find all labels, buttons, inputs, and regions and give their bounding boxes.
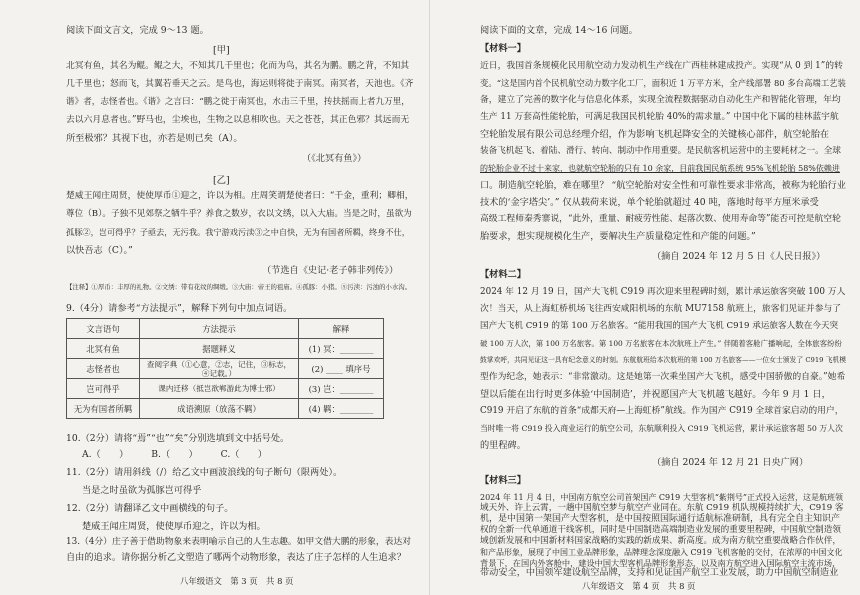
passage-jia-source: （《北冥有鱼》） bbox=[302, 153, 367, 164]
passage-jia-line: 几千里也；怒而飞，其翼若垂天之云。是鸟也，海运则将徙于南冥。南冥者，天池也。《齐 bbox=[66, 79, 414, 89]
material-1-line: 口。制造航空轮胎，难在哪里？ “航空轮胎对安全性和可靠性要求非常高，被称为轮胎行业 bbox=[480, 180, 846, 191]
passage-jia-line: 谐》者，志怪者也。《谐》之言曰：“鹏之徙于南冥也，水击三千里，抟扶摇而上者九万里， bbox=[66, 97, 410, 107]
table-header-cell: 方法提示 bbox=[140, 319, 299, 339]
answer-cell[interactable]: (4) 羁：________ bbox=[299, 399, 384, 419]
material-2-line: 当时唯一将 C919 投入商业运行的航空公司，东航顺利投入 C919 飞机运营，累计承运旅客超 50 万人次 bbox=[480, 424, 843, 433]
material-2-line: 国产大飞机 C919 的第 100 万名旅客。“能用我国的国产大飞机 C919 承运旅客人数在今天突 bbox=[480, 321, 839, 331]
passage-jia-line: 所至极邪？其视下也，亦若是则已矣（A）。 bbox=[66, 133, 243, 144]
material-2-line: 鼓掌欢呼，共同见证这一具有纪念意义的时刻。东航航班给本次航班的第 100 万名旅客——一位女士颁发了 C919 飞机模 bbox=[480, 356, 847, 364]
material-1-line: 高级工程师秦秀寨说，“此外，重量、耐疲劳性能、起落次数、使用寿命等”能否可控是航空轮 bbox=[480, 214, 841, 224]
passage-yi-title: [乙] bbox=[213, 175, 230, 186]
material-1-line: 胎要求，想实现规模化生产，要解决生产质量稳定性和产能的问题。” bbox=[480, 231, 756, 242]
page-4 bbox=[430, 0, 860, 595]
material-2-line: 破 100 万人次，第 100 万名旅客。第 100 万名旅客在本次航班上产生。” 伴随着客舱广播响起，全体旅客纷纷 bbox=[480, 339, 842, 348]
table-header-cell: 文言语句 bbox=[67, 319, 140, 339]
passage-jia-title: [甲] bbox=[213, 45, 230, 56]
table-row bbox=[67, 379, 384, 399]
passage-yi-line: 孤豚②，岂可得乎？子亟去，无污我。我宁游戏污渎③之中自快，无为有国者所羁，终身不仕， bbox=[66, 227, 410, 237]
material-2-line: 的里程碑。 bbox=[480, 440, 526, 451]
material-1-source: （摘自 2024 年 12 月 5 日《人民日报》） bbox=[652, 251, 826, 262]
notes: 【注释】①厚币：丰厚的礼物。②文绣：带有花纹的绸缎。③大庙：帝王的祖庙。④孤豚：小猪。⑤污渎：污浊的小水沟。 bbox=[66, 283, 412, 291]
material-1-line: 近日，我国首条规模化民用航空动力发动机生产线在广西桂林建成投产。实现“从 0 到 1”的转 bbox=[480, 61, 843, 71]
material-3-line: 机，是中国第一架国产大型客机，是中国按照国际通行适航标准研制，具有完全自主知识产 bbox=[480, 514, 841, 524]
question-12: 12.（2分）请翻译乙文中画横线的句子。 bbox=[66, 503, 234, 514]
material-1-line: 的轮胎企业不过十来家，也就航空轮胎的只有 10 余家，目前我国民航系统 95%飞机轮胎 58%依赖进 bbox=[480, 164, 840, 173]
answer-cell[interactable]: (1) 冥：________ bbox=[299, 339, 384, 359]
table-row bbox=[67, 339, 384, 359]
question-10-options: A.（ ） B.（ ） C.（ ） bbox=[82, 449, 268, 460]
material-3-line: 权的全新一代单通道干线客机，同时是中国制造高端制造业发展的重要里程碑，中国航空制造领 bbox=[480, 525, 841, 535]
table-header-row bbox=[67, 319, 384, 339]
table-header-cell: 解释 bbox=[299, 319, 384, 339]
material-2-title: 【材料二】 bbox=[480, 269, 526, 280]
material-3-line: 背景下，在国内外客舱中，建设中国大型客机品牌形象形态，以及南方航空进入国际航空主流市场， bbox=[480, 558, 841, 568]
material-1-line: 装备飞机起飞、着陆、滑行、转向、制动中作用重要。是民航客机运营中的主要耗材之一。全球 bbox=[480, 146, 841, 156]
answer-cell[interactable]: (3) 岂：________ bbox=[299, 379, 384, 399]
page-footer: 八年级语文 第 4 页 共 8 页 bbox=[582, 581, 696, 591]
material-1-line: 备，建立了完善的数字化与信息化体系，实现全流程数据驱动自动化生产和智能化管理，年均 bbox=[480, 95, 841, 105]
material-2-line: 2024 年 12 月 19 日，国产大飞机 C919 再次迎来里程碑时刻，累计承运旅客突破 100 万人 bbox=[480, 287, 846, 297]
table-cell: 无为有国者所羁 bbox=[67, 399, 140, 419]
answer-cell[interactable]: (2) ____ 填序号 bbox=[299, 359, 384, 379]
passage-jia-line: 北冥有鱼，其名为鲲。鲲之大，不知其几千里也；化而为鸟，其名为鹏。鹏之背，不知其 bbox=[66, 61, 410, 71]
question-11-text: 当是之时虽欲为孤豚岂可得乎 bbox=[82, 485, 202, 496]
passage-yi-source: （节选自《史记·老子韩非列传》） bbox=[262, 265, 399, 276]
material-1-line: 变。“这是国内首个民机航空动力数字化工厂，面积近 1 万平方米，全产线部署 80 多台高端工艺装 bbox=[480, 78, 846, 88]
material-1-line: 空轮胎发展有限公司总经理介绍，作为影响飞机起降安全的关键核心部件，航空轮胎在 bbox=[480, 129, 830, 140]
question-11: 11.（2分）请用斜线（/）给乙文中画波浪线的句子断句（限两处）。 bbox=[66, 467, 343, 478]
material-3-line: 域天外、许上云霄，一趟中国航空梦与航空产业同在。东航 C919 机队规模持续扩大，C919 客 bbox=[480, 503, 844, 513]
question-10: 10.（2分）请将“焉”“也”“矣”分别选填到文中括号处。 bbox=[66, 433, 290, 444]
material-2-line: 型作为纪念，她表示：“非常激动。这是她第一次乘坐国产大飞机，感受中国骄傲的自豪。”她希 bbox=[480, 372, 846, 382]
table-row bbox=[67, 399, 384, 419]
question-9: 9.（4分）请参考“方法提示”，解释下列句中加点词语。 bbox=[66, 303, 293, 314]
page-footer: 八年级语文 第 3 页 共 8 页 bbox=[180, 576, 294, 586]
table-cell: 志怪者也 bbox=[67, 359, 140, 379]
section-intro: 阅读下面的文章，完成 14～16 问题。 bbox=[480, 25, 638, 36]
table-cell: 北冥有鱼 bbox=[67, 339, 140, 359]
passage-yi-line: 以快吾志（C）。” bbox=[66, 245, 133, 256]
table-row bbox=[67, 359, 384, 379]
material-1-line: 技术的‘金字塔尖’。” 仅从载荷来说，单个轮胎就超过 40 吨，落地时每平方厘米承受 bbox=[480, 197, 819, 208]
material-3-line: 2024 年 11 月 4 日，中国南方航空公司首架国产 C919 大型客机“紫荆号”正式投入运营，这是航班领 bbox=[480, 493, 843, 502]
material-1-title: 【材料一】 bbox=[480, 43, 526, 54]
question-13: 13.（4分）庄子善于借助物象来表明喻示自己的人生志趣。如甲文借大鹏的形象，表达对 bbox=[66, 537, 412, 547]
method-table bbox=[66, 318, 384, 419]
material-2-source: （摘自 2024 年 12 月 21 日央广网） bbox=[652, 457, 809, 468]
table-cell: 据题释义 bbox=[140, 339, 299, 359]
passage-yi-line: 尊位（B）。子独不见郊祭之牺牛乎？养食之数岁，衣以文绣，以入大庙。当是之时，虽欲为 bbox=[66, 209, 412, 219]
table-cell: 成语溯原（放荡不羁） bbox=[140, 399, 299, 419]
material-3-line: 带动安全，中国领军建设航空品牌，支持和见证国产航空工业发展，助力中国航空制造业 bbox=[480, 567, 839, 578]
material-3-title: 【材料三】 bbox=[480, 475, 526, 486]
table-cell: 岂可得乎 bbox=[67, 379, 140, 399]
material-2-line: 次！当天，从上海虹桥机场飞往西安咸阳机场的东航 MU7158 航班上，旅客们见证并参与了 bbox=[480, 304, 842, 314]
material-3-line: 和产品形象，展现了中国工业品牌形象，品牌理念深度融入 C919 飞机客舱的交付，在浓厚的中国文化 bbox=[480, 548, 843, 557]
passage-jia-line: 去以六月息者也。”野马也，尘埃也，生物之以息相吹也。天之苍苍，其正色邪？其远而无 bbox=[66, 115, 410, 125]
table-cell: 课内迁移（抵岂欲郸游此为博士邪） bbox=[140, 379, 299, 399]
question-13: 自由的追求。请你据分析乙文塑造了哪两个动物形象，表达了庄子怎样的人生追求？ bbox=[66, 552, 406, 563]
section-intro: 阅读下面文言文，完成 9～13 题。 bbox=[66, 25, 209, 36]
material-3-line: 域创新发展和中国新材料国家战略的实践的新成果、新高度。成为南方航空重要战略合作伙伴， bbox=[480, 536, 841, 546]
table-cell: 查阅字典（①心意，②志，记住，③标志，④记载。） bbox=[140, 359, 299, 379]
material-2-line: 望以后能在出行时更多体验‘中国制造’，并祝愿国产大飞机越飞越好。今年 9 月 1 日， bbox=[480, 389, 831, 400]
material-1-line: 生产 11 万套高性能轮胎，可满足我国民机轮胎 40%的需求量。” 中国中化下属的桂林蓝宇航 bbox=[480, 112, 839, 122]
material-2-line: C919 开启了东航的首条“成都天府—上海虹桥”航线。作为国产 C919 全球首家启动的用户， bbox=[480, 406, 844, 416]
passage-yi-line: 楚威王闻庄周贤，使使厚币①迎之，许以为相。庄周笑谓楚使者曰：“千金，重利；卿相， bbox=[66, 191, 414, 201]
question-12-text: 楚威王闻庄周贤，使使厚币迎之，许以为相。 bbox=[82, 521, 266, 532]
